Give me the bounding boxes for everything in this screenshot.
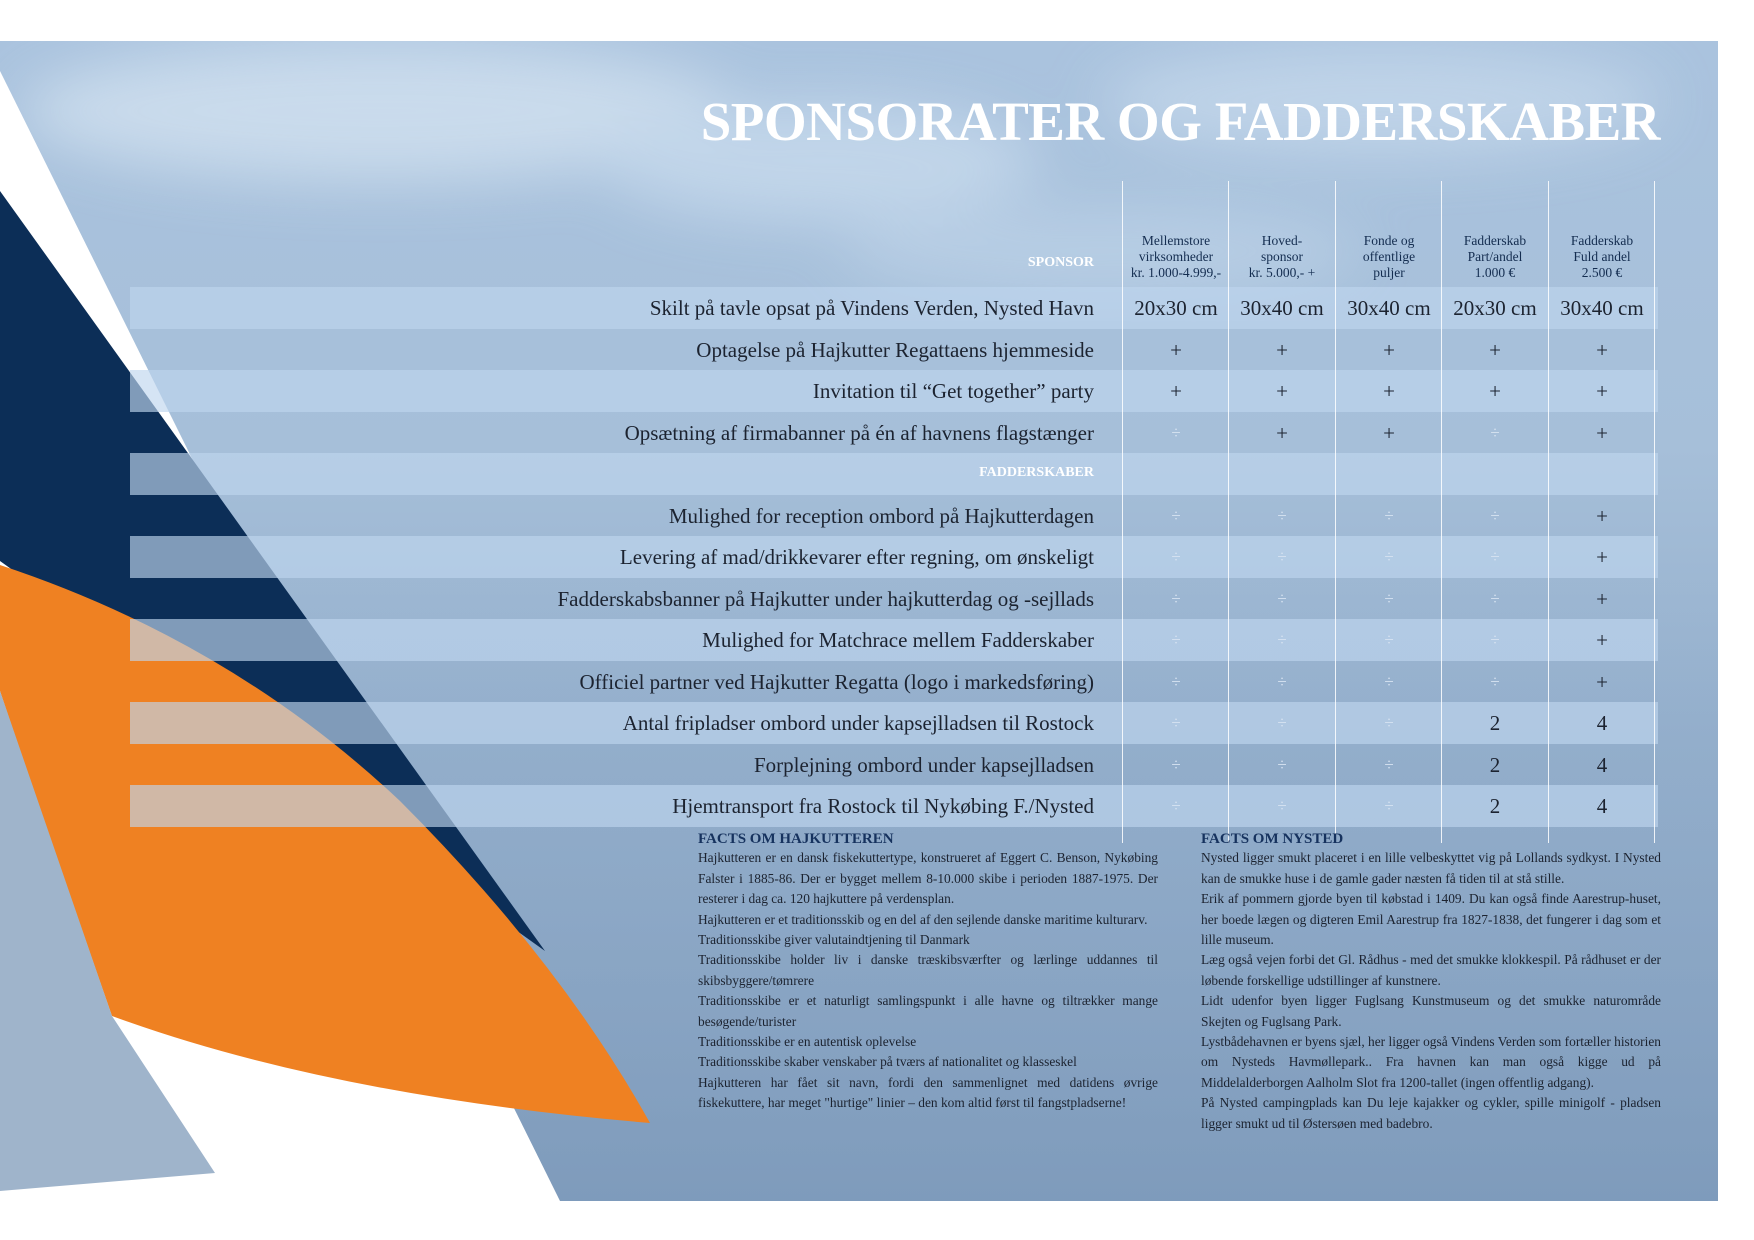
column-header-line: kr. 5.000,- + [1248,265,1316,280]
table-cell: ÷ [1277,671,1287,691]
table-cell: ÷ [1490,630,1500,649]
table-cell: ÷ [1171,754,1181,774]
column-header-line: Fadderskab [1570,233,1634,248]
column-divider [1548,181,1549,843]
row-label: Opsætning af firmabanner på én af havnens flagstænger [624,420,1094,445]
table-cell: ÷ [1277,754,1287,774]
row-label: Invitation til “Get together” party [812,379,1094,403]
table-cell: ÷ [1277,547,1287,566]
table-cell: ÷ [1171,505,1181,525]
column-header [1549,181,1655,281]
table-cell: 2 [1489,794,1501,818]
table-cell: ÷ [1384,547,1394,566]
row-label: Skilt på tavle opsat på Vindens Verden, Nysted Havn [649,296,1094,320]
table-cell: ÷ [1277,630,1287,649]
table-cell: ÷ [1490,547,1500,566]
table-row [0,329,1718,371]
facts-nysted [1201,829,1661,1134]
table-cell: ÷ [1384,796,1394,815]
table-row [0,536,1718,578]
column-divider [1441,181,1442,843]
table-cell: ÷ [1277,588,1287,608]
table-cell: + [1596,420,1608,445]
table-cell: 2 [1489,752,1501,777]
column-header [1123,181,1229,281]
table-row [0,702,1718,744]
section-row [0,453,1718,495]
table-cell: ÷ [1490,422,1500,442]
column-header-line: Mellemstore [1141,233,1211,248]
column-header-line: virksomheder [1138,249,1214,264]
table-cell: 4 [1596,794,1608,818]
table-cell: 2 [1489,711,1501,735]
table-cell: ÷ [1384,754,1394,774]
table-cell: 20x30 cm [1453,296,1537,320]
row-label: Mulighed for Matchrace mellem Fadderskaber [702,628,1094,652]
column-header-line: sponsor [1260,249,1303,264]
table-cell: + [1170,337,1182,362]
column-divider [1654,181,1655,843]
column-header-line: kr. 1.000-4.999,- [1130,265,1222,280]
facts-paragraph: Lidt udenfor byen ligger Fuglsang Kunstmuseum og det smukke naturområde Skejten og Fuglsang Park. [1201,993,1661,1029]
table-cell: ÷ [1384,671,1394,691]
column-divider [1122,181,1123,843]
column-header [1229,181,1335,281]
table-cell: + [1596,586,1608,611]
facts-hajkutteren-body [698,848,1158,1113]
facts-paragraph: Nysted ligger smukt placeret i en lille velbeskyttet vig på Lollands sydkyst. I Nysted kan de smukke huse i de gamle gader næsten få tiden til at stå stille. [1201,850,1661,886]
sponsor-table [0,181,1718,843]
row-label: Fadderskabsbanner på Hajkutter under hajkutterdag og -sejllads [557,586,1094,611]
table-cell: 30x40 cm [1560,296,1644,320]
column-header-line: 2.500 € [1581,265,1623,280]
row-label: Officiel partner ved Hajkutter Regatta (logo i markedsføring) [579,669,1094,694]
table-row [0,370,1718,412]
column-header-line: Fonde og [1363,233,1415,248]
table-cell: + [1276,337,1288,362]
column-header-line: offentlige [1362,249,1416,264]
table-cell: 30x40 cm [1347,296,1431,320]
facts-paragraph: På Nysted campingplads kan Du leje kajakker og cykler, spille minigolf - pladsen ligger smukt ud til Østersøen med badebro. [1201,1095,1661,1131]
facts-paragraph: Hajkutteren har fået sit navn, fordi den sammenlignet med datidens øvrige fiskekuttere, har meget "hurtige" linier – den kom altid først til fangstpladserne! [698,1074,1158,1111]
sponsor-section-label: SPONSOR [1027,255,1094,270]
row-label: Antal fripladser ombord under kapsejlladsen til Rostock [622,711,1094,735]
table-cell: + [1383,420,1395,445]
column-divider [1228,181,1229,843]
facts-nysted-body [1201,848,1661,1134]
column-header-line: Part/andel [1467,249,1523,264]
table-cell: ÷ [1384,505,1394,525]
table-cell: + [1276,379,1288,403]
facts-hajkutteren-heading: FACTS OM HAJKUTTEREN [698,831,894,847]
facts-paragraph: Traditionsskibe er en autentisk oplevelse [698,1034,917,1050]
table-cell: 4 [1596,711,1608,735]
table-row [0,785,1718,827]
table-cell: ÷ [1171,422,1181,442]
table-cell: ÷ [1171,547,1181,566]
facts-paragraph: Erik af pommern gjorde byen til købstad i 1409. Du kan også finde Aarestrup-huset, her boede lægen og digteren Emil Aarestrup fra 1827-1838, det fungerer i dag som et lille museum. [1201,891,1661,948]
table-cell: + [1596,379,1608,403]
facts-paragraph: Lystbådehavnen er byens sjæl, her ligger også Vindens Verden som fortæller historien om Nysteds Havmøllepark.. Fra havnen kan man også kigge ud på Middelalderborgen Aalholm Slot fra 1200-tallet (ingen offentlig adgang). [1201,1034,1661,1090]
table-cell: ÷ [1384,588,1394,608]
table-cell: + [1596,545,1608,569]
table-cell: ÷ [1171,588,1181,608]
row-label: Levering af mad/drikkevarer efter regning, om ønskeligt [619,545,1094,569]
table-row [0,287,1718,329]
table-cell: ÷ [1277,713,1287,732]
table-row [0,495,1718,537]
column-divider [1335,181,1336,843]
table-cell: + [1170,379,1182,403]
row-label: Optagelse på Hajkutter Regattaens hjemmeside [696,337,1094,362]
table-cell: + [1596,628,1608,652]
page-title: SPONSORATER OG FADDERSKABER [700,91,1660,152]
facts-paragraph: Traditionsskibe er et naturligt samlingspunkt i alle havne og tiltrækker mange besøgende/turister [698,993,1158,1029]
facts-paragraph: Læg også vejen forbi det Gl. Rådhus - med det smukke klokkespil. På rådhuset er der løbende forskellige udstillinger af kunstnere. [1201,952,1661,988]
table-cell: ÷ [1171,671,1181,691]
table-cell: ÷ [1490,588,1500,608]
table-cell: ÷ [1171,796,1181,815]
row-label: Forplejning ombord under kapsejlladsen [753,752,1094,777]
row-label: Hjemtransport fra Rostock til Nykøbing F./Nysted [672,794,1094,818]
table-cell: ÷ [1384,630,1394,649]
table-cell: + [1489,379,1501,403]
column-header [1336,181,1442,281]
row-label: Mulighed for reception ombord på Hajkutterdagen [668,503,1094,528]
column-header-line: 1.000 € [1474,265,1516,280]
column-header-line: puljer [1373,265,1405,280]
table-cell: ÷ [1384,713,1394,732]
table-row [0,412,1718,454]
table-row [0,661,1718,703]
table-cell: ÷ [1277,505,1287,525]
table-cell: ÷ [1171,713,1181,732]
table-cell: + [1596,503,1608,528]
brochure-panel [0,41,1718,1201]
table-cell: + [1596,337,1608,362]
table-cell: ÷ [1490,671,1500,691]
facts-paragraph: Traditionsskibe skaber venskaber på tværs af nationalitet og klasseskel [698,1054,1077,1070]
column-header [1442,181,1548,281]
table-cell: + [1383,337,1395,362]
facts-paragraph: Traditionsskibe holder liv i danske træskibsværfter og lærlinge uddannes til skibsbyggere/tømrere [698,952,1158,988]
table-cell: ÷ [1171,630,1181,649]
table-row [0,744,1718,786]
table-cell: 4 [1596,752,1608,777]
column-header-line: Fuld andel [1573,249,1631,264]
table-cell: ÷ [1277,796,1287,815]
table-cell: 30x40 cm [1240,296,1324,320]
table-cell: + [1489,337,1501,362]
table-cell: 20x30 cm [1134,296,1218,320]
column-header-line: Hoved- [1261,233,1303,248]
table-cell: + [1596,669,1608,694]
facts-hajkutteren [698,829,1158,1114]
table-cell: ÷ [1490,505,1500,525]
table-cell: + [1276,420,1288,445]
column-header-line: Fadderskab [1463,233,1527,248]
facts-paragraph: Traditionsskibe giver valutaindtjening til Danmark [698,932,970,948]
facts-nysted-heading: FACTS OM NYSTED [1201,831,1344,847]
table-cell: + [1383,379,1395,403]
facts-paragraph: Hajkutteren er en dansk fiskekuttertype, konstrueret af Eggert C. Benson, Nykøbing Falster i 1885-86. Der er bygget mellem 8-10.000 skibe i perioden 1887-1975. Der resterer i dag ca. 120 hajkuttere på verdensplan. [698,850,1158,907]
fadderskaber-section-label: FADDERSKABER [979,465,1094,480]
facts-paragraph: Hajkutteren er et traditionsskib og en del af den sejlende danske maritime kulturarv. [698,911,1148,927]
table-row [0,578,1718,620]
table-row [0,619,1718,661]
